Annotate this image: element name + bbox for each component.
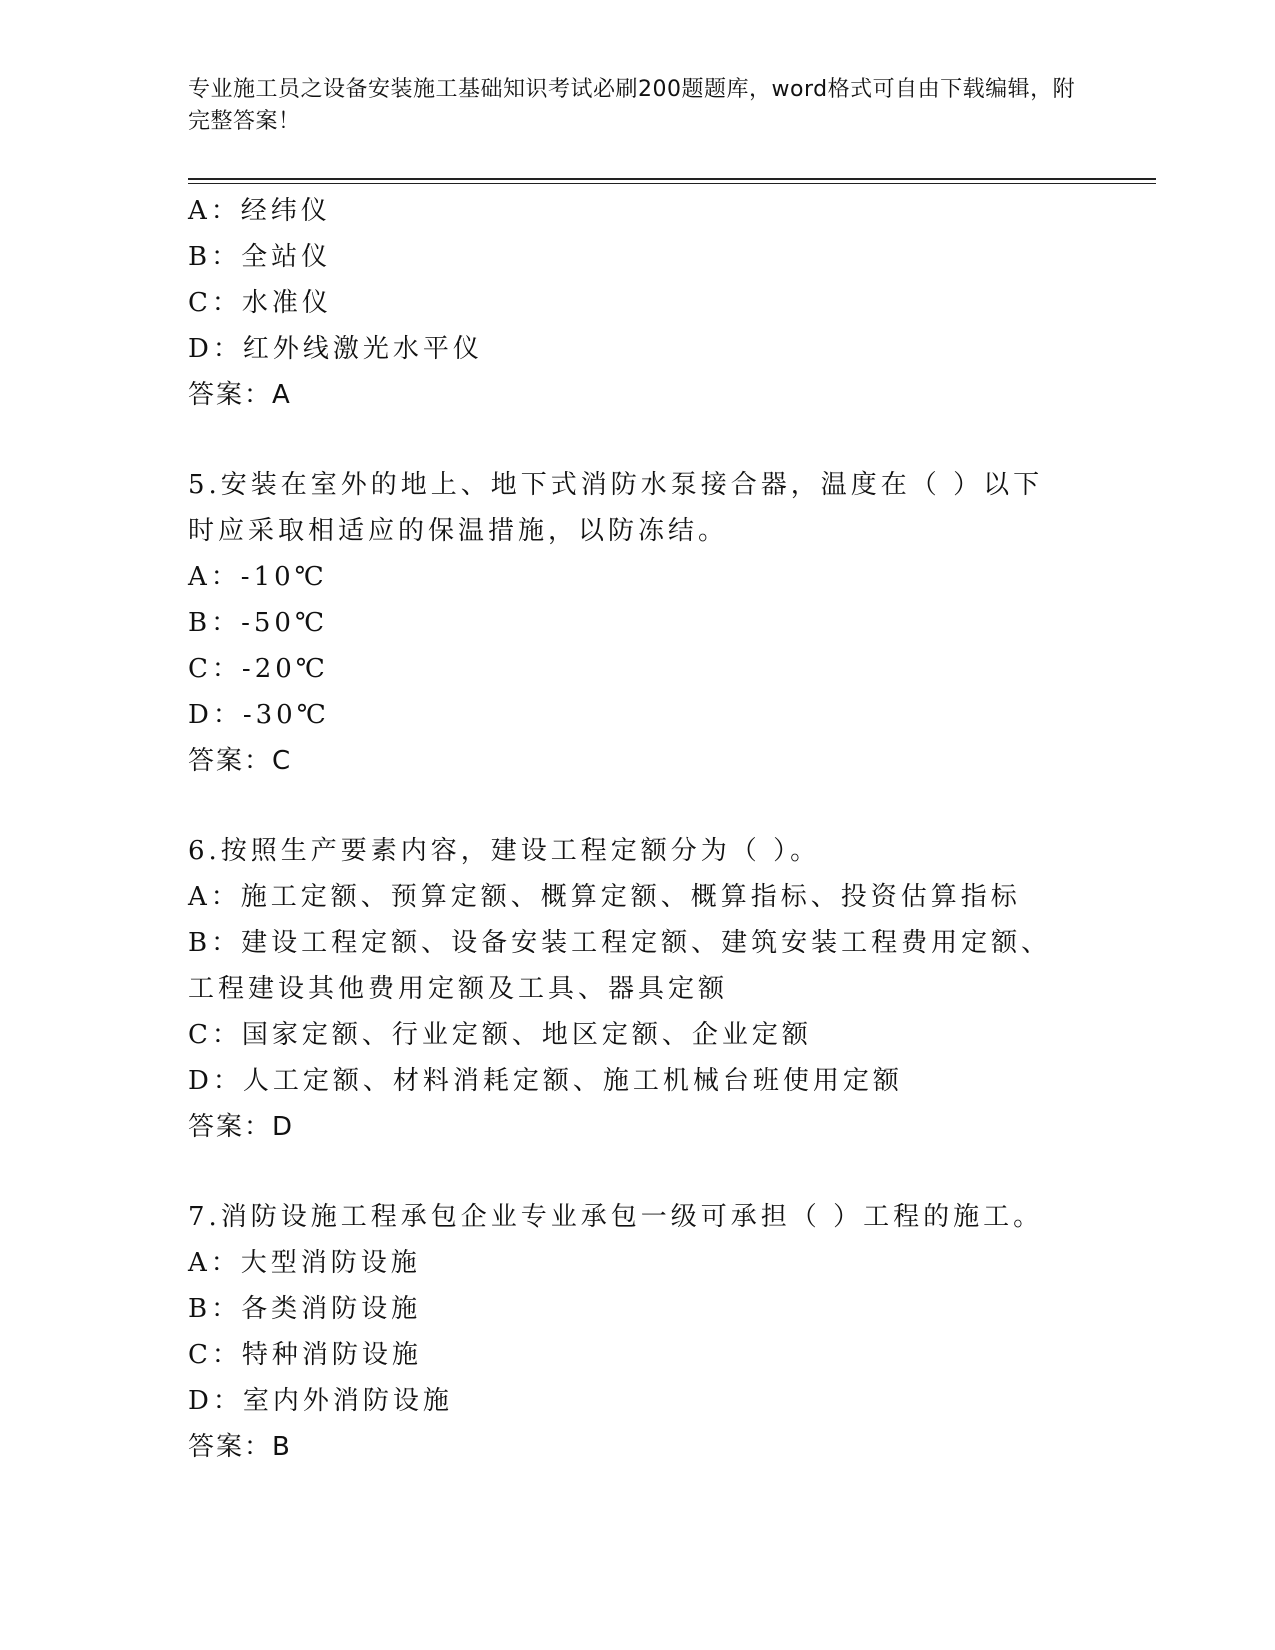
question-stem: 6.按照生产要素内容，建设工程定额分为（ ）。 — [188, 836, 821, 866]
option-c: C：国家定额、行业定额、地区定额、企业定额 — [188, 1020, 812, 1050]
answer-line: 答案：B — [188, 1432, 292, 1462]
option-b: B：全站仪 — [188, 242, 332, 272]
answer-line: 答案：C — [188, 746, 293, 776]
option-b: B：-50℃ — [188, 608, 329, 638]
option-d: D：-30℃ — [188, 700, 330, 730]
question-5 — [188, 462, 1088, 784]
question-4-tail — [188, 188, 1088, 418]
option-b: B：建设工程定额、设备安装工程定额、建筑安装工程费用定额、工程建设其他费用定额及工具、器具定额 — [188, 928, 1052, 1004]
option-d: D：红外线激光水平仪 — [188, 334, 483, 364]
option-b: B：各类消防设施 — [188, 1294, 422, 1324]
option-a: A：大型消防设施 — [188, 1248, 421, 1278]
answer-line: 答案：A — [188, 380, 292, 410]
document-title: 专业施工员之设备安装施工基础知识考试必刷200题题库，word格式可自由下载编辑，附完整答案！ — [188, 77, 1076, 134]
question-6 — [188, 828, 1088, 1150]
question-stem: 5.安装在室外的地上、地下式消防水泵接合器，温度在（ ）以下时应采取相适应的保温措施，以防冻结。 — [188, 470, 1044, 546]
option-c: C：-20℃ — [188, 654, 329, 684]
option-a: A：施工定额、预算定额、概算定额、概算指标、投资估算指标 — [188, 882, 1021, 912]
answer-line: 答案：D — [188, 1112, 295, 1142]
question-stem: 7.消防设施工程承包企业专业承包一级可承担（ ）工程的施工。 — [188, 1202, 1044, 1232]
question-list — [188, 188, 1088, 1470]
option-d: D：室内外消防设施 — [188, 1386, 453, 1416]
option-a: A：-10℃ — [188, 562, 328, 592]
option-a: A：经纬仪 — [188, 196, 331, 226]
option-c: C：特种消防设施 — [188, 1340, 422, 1370]
option-d: D：人工定额、材料消耗定额、施工机械台班使用定额 — [188, 1066, 903, 1096]
option-c: C：水准仪 — [188, 288, 332, 318]
header-divider — [188, 178, 1156, 184]
question-7 — [188, 1194, 1088, 1470]
page-header — [188, 74, 1088, 138]
